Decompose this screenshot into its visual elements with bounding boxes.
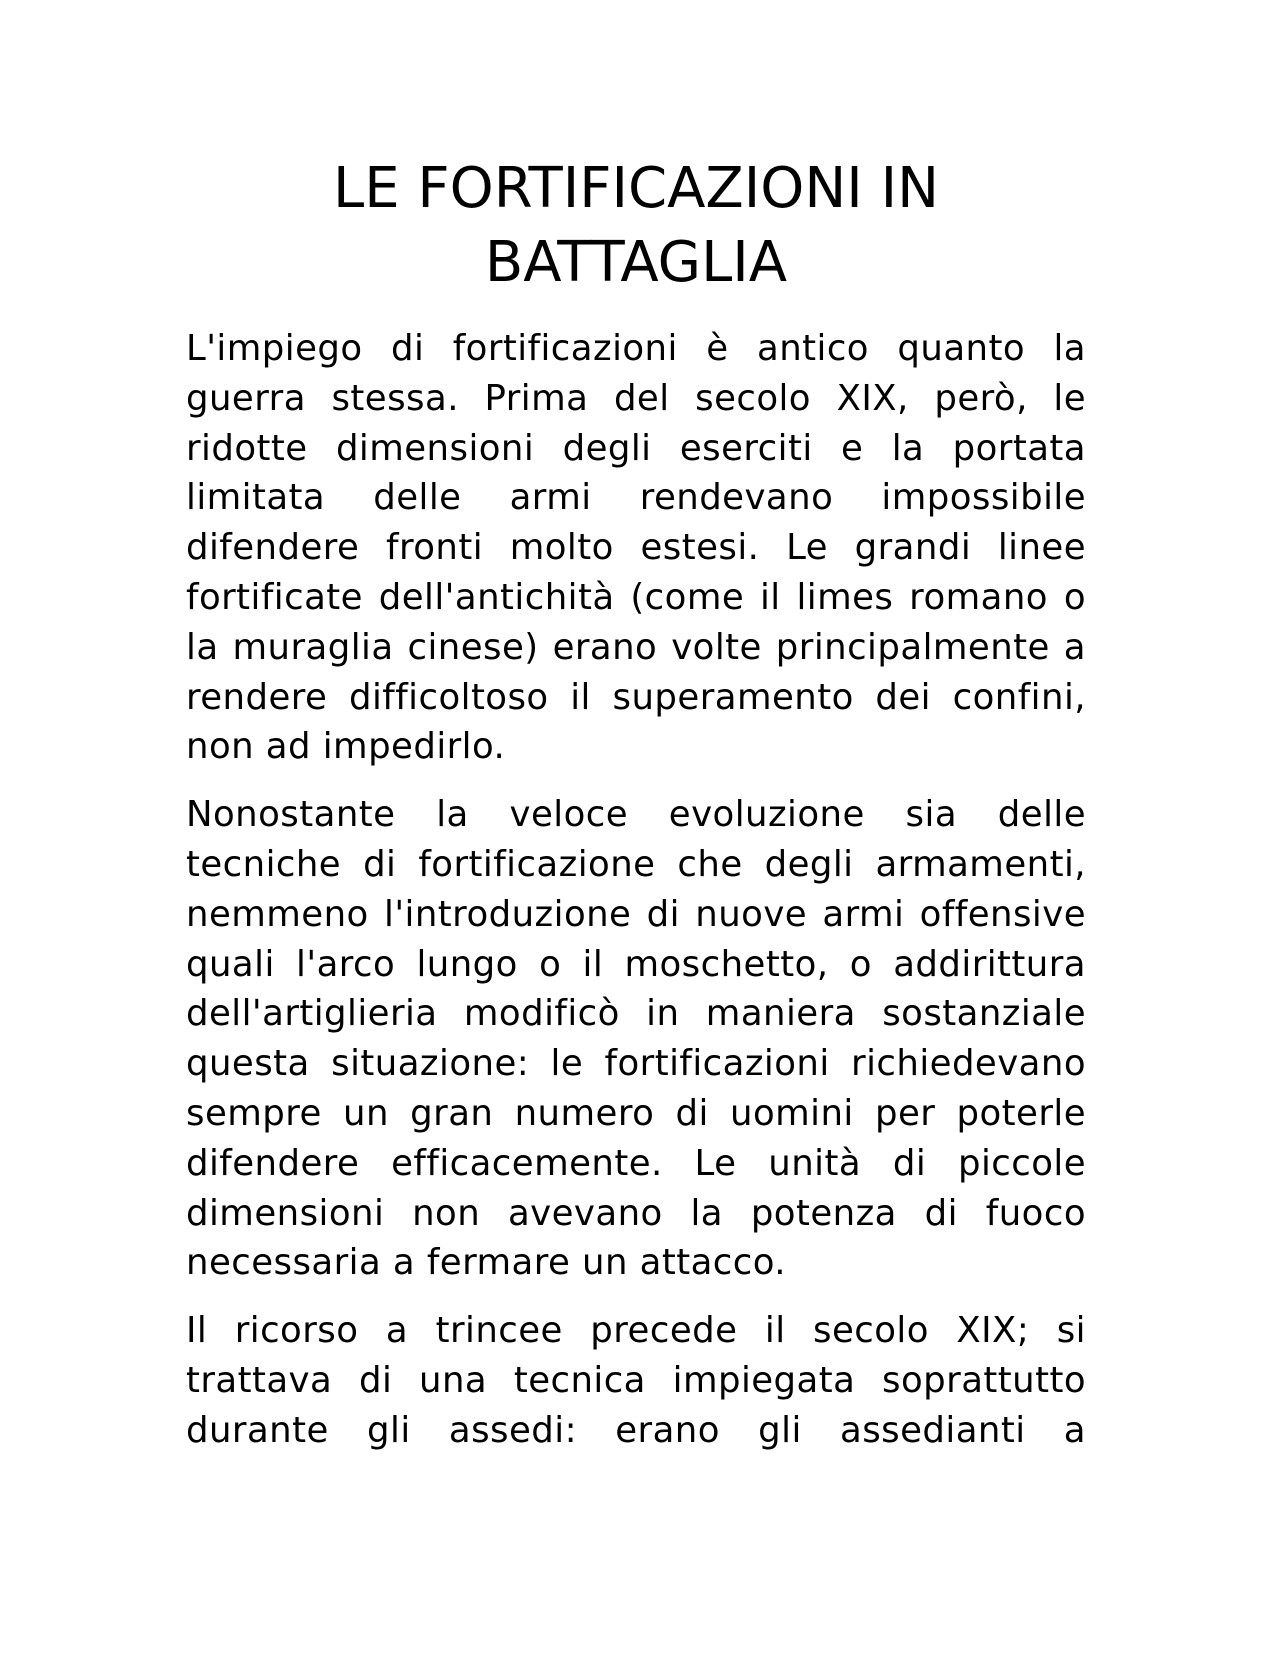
document-body	[186, 324, 1086, 1474]
paragraph-1: L'impiego di fortificazioni è antico quanto la guerra stessa. Prima del secolo XIX, però, le ridotte dimensioni degli eserciti e la portata limitata delle armi rendevano impossibile difendere fronti molto estesi. Le grandi linee fortificate dell'antichità (come il limes romano o la muraglia cinese) erano volte principalmente a rendere difficoltoso il superamento dei confini, non ad impedirlo.	[186, 328, 1086, 768]
paragraph-2: Nonostante la veloce evoluzione sia delle tecniche di fortificazione che degli armamenti, nemmeno l'introduzione di nuove armi offensive quali l'arco lungo o il moschetto, o addirittura dell'artiglieria modificò in maniera sostanziale questa situazione: le fortificazioni richiedevano sempre un gran numero di uomini per poterle difendere efficacemente. Le unità di piccole dimensioni non avevano la potenza di fuoco necessaria a fermare un attacco.	[186, 794, 1086, 1284]
document-title: LE FORTIFICAZIONI IN BATTAGLIA	[333, 156, 939, 295]
paragraph-3: Il ricorso a trincee precede il secolo XIX; si trattava di una tecnica impiegata soprattutto durante gli assedi: erano gli assedianti a	[186, 1310, 1086, 1451]
